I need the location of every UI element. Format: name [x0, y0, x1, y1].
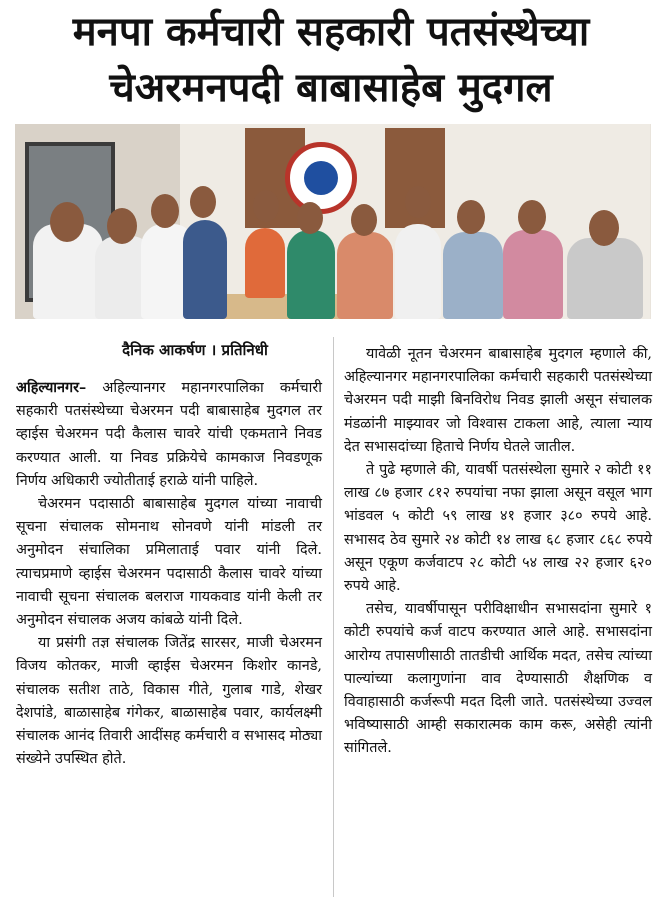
person-head	[190, 186, 216, 218]
person-head	[457, 200, 485, 234]
article-paragraph: चेअरमन पदासाठी बाबासाहेब मुदगल यांच्या नावाची सूचना संचालक सोमनाथ सोनवणे यांनी मांडली तर अनुमोदन संचालिका प्रमिलाताई पवार यांनी दिले. त्याचप्रमाणे व्हाईस चेअरमन पदासाठी कैलास चावरे यांच्या नावाची सूचना संचालक बलराज गायकवाड यांनी केली तर अनुमोदन संचालक अजय कांबळे यांनी दिले.	[16, 496, 322, 629]
person-head	[151, 194, 179, 228]
article-paragraph: तसेच, यावर्षीपासून परीविक्षाधीन सभासदांना सुमारे १ कोटी रुपयांचे कर्ज वाटप करण्यात आले आहे. सभासदांना आरोग्य तपासणीसाठी तातडीची आर्थिक मदत, तसेच त्यांच्या पाल्यांच्या कलागुणांना वाव देण्यासाठी शैक्षणिक व विवाहासाठी कर्जरूपी मदत दिली जाते. पतसंस्थेच्या उज्वल भविष्यासाठी आम्ही सकारात्मक काम करू, असेही त्यांनी सांगितले.	[344, 601, 652, 757]
byline: दैनिक आकर्षण । प्रतिनिधी	[122, 341, 268, 359]
person-figure	[287, 230, 335, 319]
person-figure	[337, 232, 393, 319]
person-head	[107, 208, 137, 244]
dateline: अहिल्यानगर–	[16, 379, 87, 396]
article-paragraph-text: अहिल्यानगर महानगरपालिका कर्मचारी सहकारी पतसंस्थेच्या चेअरमन पदी बाबासाहेब मुदगल तर व्हाईस चेअरमन पदी कैलास चावरे यांची एकमताने निवड करण्यात आली. या निवड प्रक्रियेचे कामकाज निवडणूक निर्णय अधिकारी ज्योतीताई हराळे यांनी पाहिले.	[16, 380, 322, 489]
person-head	[50, 202, 84, 242]
person-head	[405, 186, 431, 218]
article-paragraph	[16, 376, 322, 493]
article-paragraph: ते पुढे म्हणाले की, यावर्षी पतसंस्थेला सुमारे २ कोटी ११ लाख ८७ हजार ८१२ रुपयांचा नफा झाला असून वसूल भाग भांडवल ५ कोटी ५९ लाख ४१ हजार ३८० रुपये आहे. सभासद ठेव सुमारे २४ कोटी १४ लाख ६८ हजार ८६८ रुपये असून एकूण कर्जवाटप २८ कोटी ५४ लाख २२ हजार ६२० रुपये आहे.	[344, 462, 652, 595]
person-figure	[503, 230, 563, 319]
person-figure	[395, 224, 441, 319]
person-figure	[567, 238, 643, 319]
article-paragraph: यावेळी नूतन चेअरमन बाबासाहेब मुदगल म्हणाले की, अहिल्यानगर महानगरपालिका कर्मचारी सहकारी पतसंस्थेच्या चेअरमन पदी माझी बिनविरोध निवड झाली असून संचालक मंडळांनी माझ्यावर जो विश्वास टाकला आहे, त्याला न्याय देत सभासदांच्या हिताचे निर्णय घेतले जातील.	[344, 346, 652, 455]
article-column-right	[344, 343, 652, 761]
article-column-left	[16, 376, 322, 771]
news-photo	[15, 124, 651, 319]
person-head	[518, 200, 546, 234]
person-head	[297, 202, 323, 234]
headline-line-2: चेअरमनपदी बाबासाहेब मुदगल	[109, 65, 553, 111]
person-figure	[443, 232, 503, 319]
person-figure	[183, 220, 227, 319]
society-logo-emblem	[285, 142, 357, 214]
column-divider	[333, 337, 334, 897]
headline	[8, 4, 654, 116]
headline-line-1: मनपा कर्मचारी सहकारी पतसंस्थेच्या	[72, 9, 590, 55]
article-paragraph: या प्रसंगी तज्ञ संचालक जितेंद्र सारसर, माजी चेअरमन विजय कोतकर, माजी व्हाईस चेअरमन किशोर कानडे, संचालक सतीश ताठे, विकास गीते, गुलाब गाडे, शेखर देशपांडे, बाळासाहेब गंगेकर, बाळासाहेब पवार, कार्यलक्ष्मी संचालक आनंद तिवारी आदींसह कर्मचारी व सभासद मोठ्या संख्येने उपस्थित होते.	[16, 635, 322, 768]
person-head	[351, 204, 377, 236]
person-head	[589, 210, 619, 246]
bouquet	[245, 228, 285, 298]
person-head	[253, 190, 279, 222]
